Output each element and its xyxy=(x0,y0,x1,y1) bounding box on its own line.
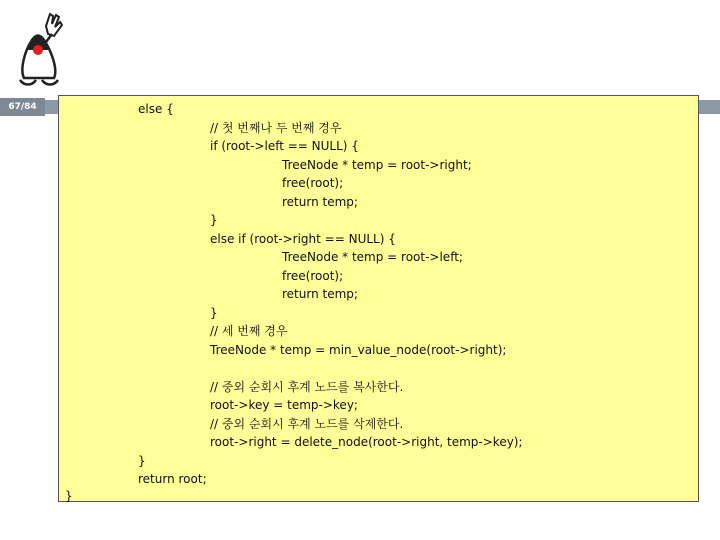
code-line: free(root); xyxy=(282,176,344,190)
code-line: TreeNode * temp = root->left; xyxy=(282,250,463,264)
code-line: return temp; xyxy=(282,195,358,209)
code-line: TreeNode * temp = min_value_node(root->right); xyxy=(210,343,507,357)
code-comment: // 첫 번째나 두 번째 경우 xyxy=(210,121,342,135)
code-line: return root; xyxy=(138,472,207,486)
code-line: root->right = delete_node(root->right, temp->key); xyxy=(210,435,523,449)
code-comment: // 세 번째 경우 xyxy=(210,324,288,338)
code-line: else if (root->right == NULL) { xyxy=(210,232,396,246)
code-line: free(root); xyxy=(282,269,344,283)
slide-number: 67/84 xyxy=(0,98,45,116)
code-line: } xyxy=(138,454,146,468)
code-line: } xyxy=(210,213,218,227)
code-line: } xyxy=(65,489,73,503)
code-line: if (root->left == NULL) { xyxy=(210,139,359,153)
code-line: return temp; xyxy=(282,287,358,301)
code-comment: // 중외 순회시 후계 노드를 삭제한다. xyxy=(210,417,404,431)
code-line: else { xyxy=(138,102,174,116)
code-panel xyxy=(58,95,699,502)
code-line: root->key = temp->key; xyxy=(210,398,358,412)
code-comment: // 중외 순회시 후계 노드를 복사한다. xyxy=(210,380,404,394)
java-duke-icon xyxy=(14,12,66,90)
code-line: TreeNode * temp = root->right; xyxy=(282,158,472,172)
code-line: } xyxy=(210,306,218,320)
